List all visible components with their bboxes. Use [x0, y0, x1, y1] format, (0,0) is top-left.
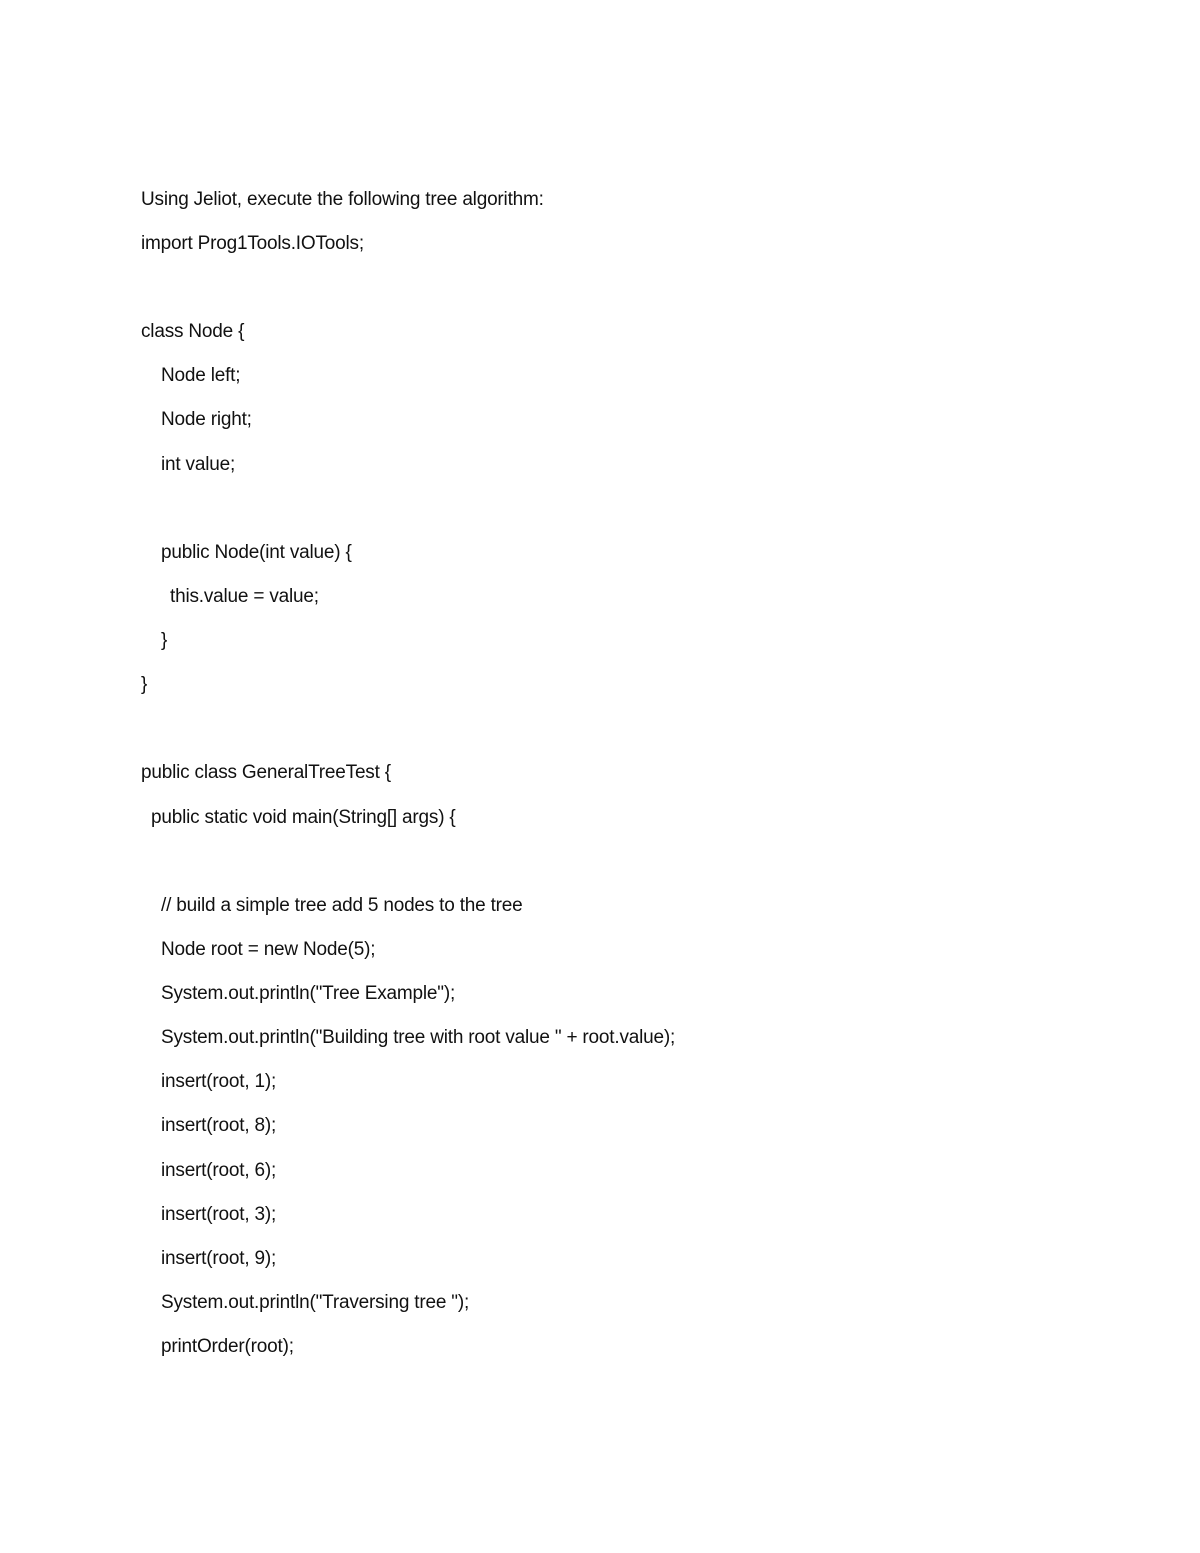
- code-line-insert-6: insert(root, 6);: [161, 1160, 277, 1181]
- code-line-class-generaltreetest: public class GeneralTreeTest {: [141, 762, 391, 783]
- code-line-field-left: Node left;: [161, 365, 241, 386]
- code-line-print-building: System.out.println("Building tree with root value " + root.value);: [161, 1027, 676, 1048]
- code-line-insert-8: insert(root, 8);: [161, 1115, 277, 1136]
- code-line-print-traversing: System.out.println("Traversing tree ");: [161, 1292, 470, 1313]
- code-line-assign-value: this.value = value;: [170, 586, 319, 607]
- code-line-field-value: int value;: [161, 454, 236, 475]
- code-line-root-node: Node root = new Node(5);: [161, 939, 376, 960]
- code-line-import: import Prog1Tools.IOTools;: [141, 233, 364, 254]
- code-line-print-tree-example: System.out.println("Tree Example");: [161, 983, 456, 1004]
- intro-text: Using Jeliot, execute the following tree algorithm:: [141, 189, 544, 210]
- code-line-insert-9: insert(root, 9);: [161, 1248, 277, 1269]
- code-line-constructor: public Node(int value) {: [161, 542, 352, 563]
- code-line-close-class-node: }: [141, 674, 148, 695]
- code-line-comment: // build a simple tree add 5 nodes to the tree: [161, 895, 523, 916]
- code-line-field-right: Node right;: [161, 409, 252, 430]
- code-line-insert-1: insert(root, 1);: [161, 1071, 277, 1092]
- code-line-close-constructor: }: [161, 630, 168, 651]
- code-line-class-node: class Node {: [141, 321, 245, 342]
- code-line-insert-3: insert(root, 3);: [161, 1204, 277, 1225]
- code-line-main-method: public static void main(String[] args) {: [151, 807, 456, 828]
- code-line-print-order: printOrder(root);: [161, 1336, 294, 1357]
